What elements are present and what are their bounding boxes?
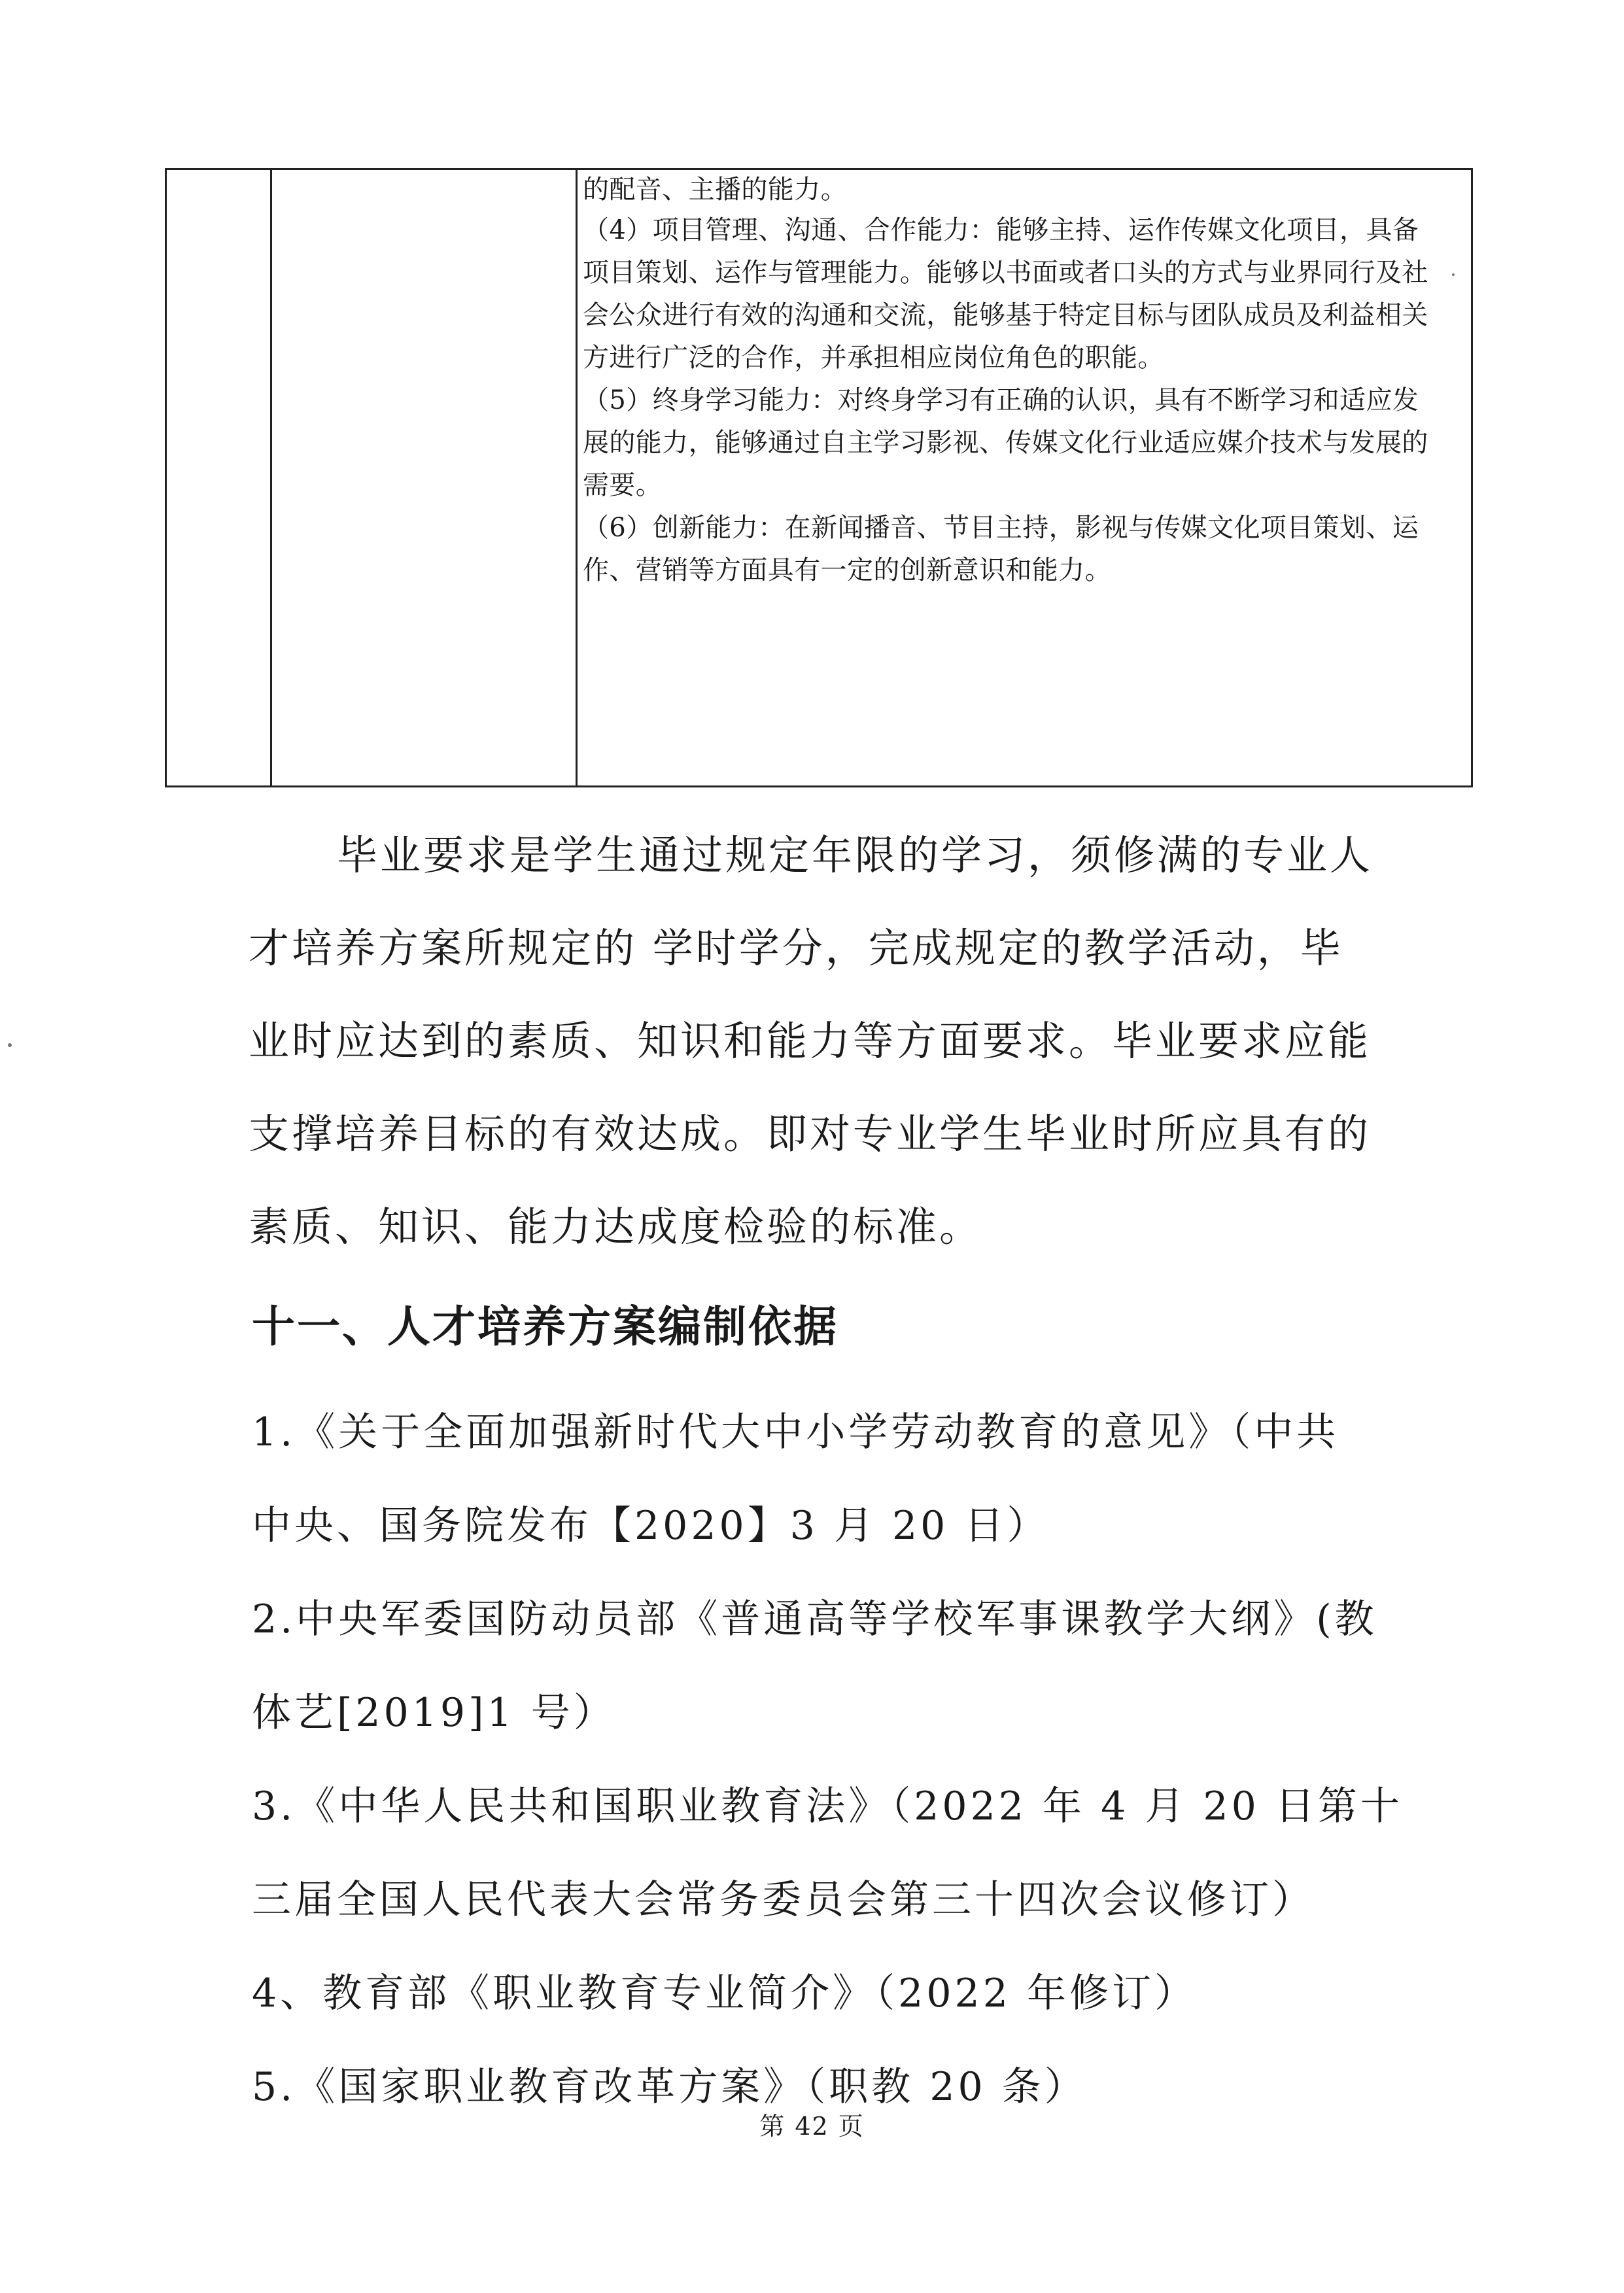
table-cell-line: 作、营销等方面具有一定的创新意识和能力。 [583,555,1111,585]
paragraph-line: 才培养方案所规定的 学时学分，完成规定的教学活动，毕 [249,924,1343,972]
paragraph-line: 毕业要求是学生通过规定年限的学习，须修满的专业人 [337,831,1373,879]
reference-line: 2.中央军委国防动员部《普通高等学校军事课教学大纲》(教 [252,1596,1377,1642]
section-heading: 十一、人才培养方案编制依据 [252,1302,838,1352]
reference-list [252,1400,1429,2148]
reference-line: 1.《关于全面加强新时代大中小学劳动教育的意见》（中共 [252,1409,1339,1455]
scan-speck [8,1043,12,1047]
paragraph-line: 业时应达到的素质、知识和能力等方面要求。毕业要求应能 [249,1017,1372,1065]
table-cell-line: （6）创新能力：在新闻播音、节目主持，影视与传媒文化项目策划、运 [583,513,1419,543]
table-cell-line: 项目策划、运作与管理能力。能够以书面或者口头的方式与业界同行及社 [583,258,1428,288]
table-cell-line: （5）终身学习能力：对终身学习有正确的认识，具有不断学习和适应发 [583,385,1419,415]
table-column-divider-2 [576,170,578,785]
table-cell-line: 方进行广泛的合作，并承担相应岗位角色的职能。 [583,343,1164,373]
table-cell-line: 需要。 [583,470,663,500]
table-cell-line: 的配音、主播的能力。 [583,175,847,205]
reference-line: 体艺[2019]1 号） [252,1690,616,1736]
reference-line: 3.《中华人民共和国职业教育法》（2022 年 4 月 20 日第十 [252,1784,1403,1829]
table-cell-line: （4）项目管理、沟通、合作能力：能够主持、运作传媒文化项目，具备 [583,215,1419,245]
paragraph-line: 支撑培养目标的有效达成。即对专业学生毕业时所应具有的 [249,1110,1372,1158]
scan-speck [1452,273,1455,276]
reference-line: 中央、国务院发布【2020】3 月 20 日） [252,1503,1050,1549]
graduation-requirements-paragraph [249,823,1400,1287]
table-column-divider-1 [270,170,272,785]
paragraph-line: 素质、知识、能力达成度检验的标准。 [249,1203,983,1250]
reference-line: 4、教育部《职业教育专业简介》（2022 年修订） [252,1971,1197,2016]
reference-line: 三届全国人民代表大会常务委员会第三十四次会议修订） [252,1877,1315,1923]
requirements-table-fragment [165,168,1473,787]
table-cell-line: 会公众进行有效的沟通和交流，能够基于特定目标与团队成员及利益相关 [583,300,1428,330]
table-cell-ability-requirements [583,170,1469,592]
page-number-footer: 第 42 页 [759,2112,865,2141]
table-cell-line: 展的能力，能够通过自主学习影视、传媒文化行业适应媒介技术与发展的 [583,428,1428,458]
reference-line: 5.《国家职业教育改革方案》（职教 20 条） [252,2064,1087,2110]
